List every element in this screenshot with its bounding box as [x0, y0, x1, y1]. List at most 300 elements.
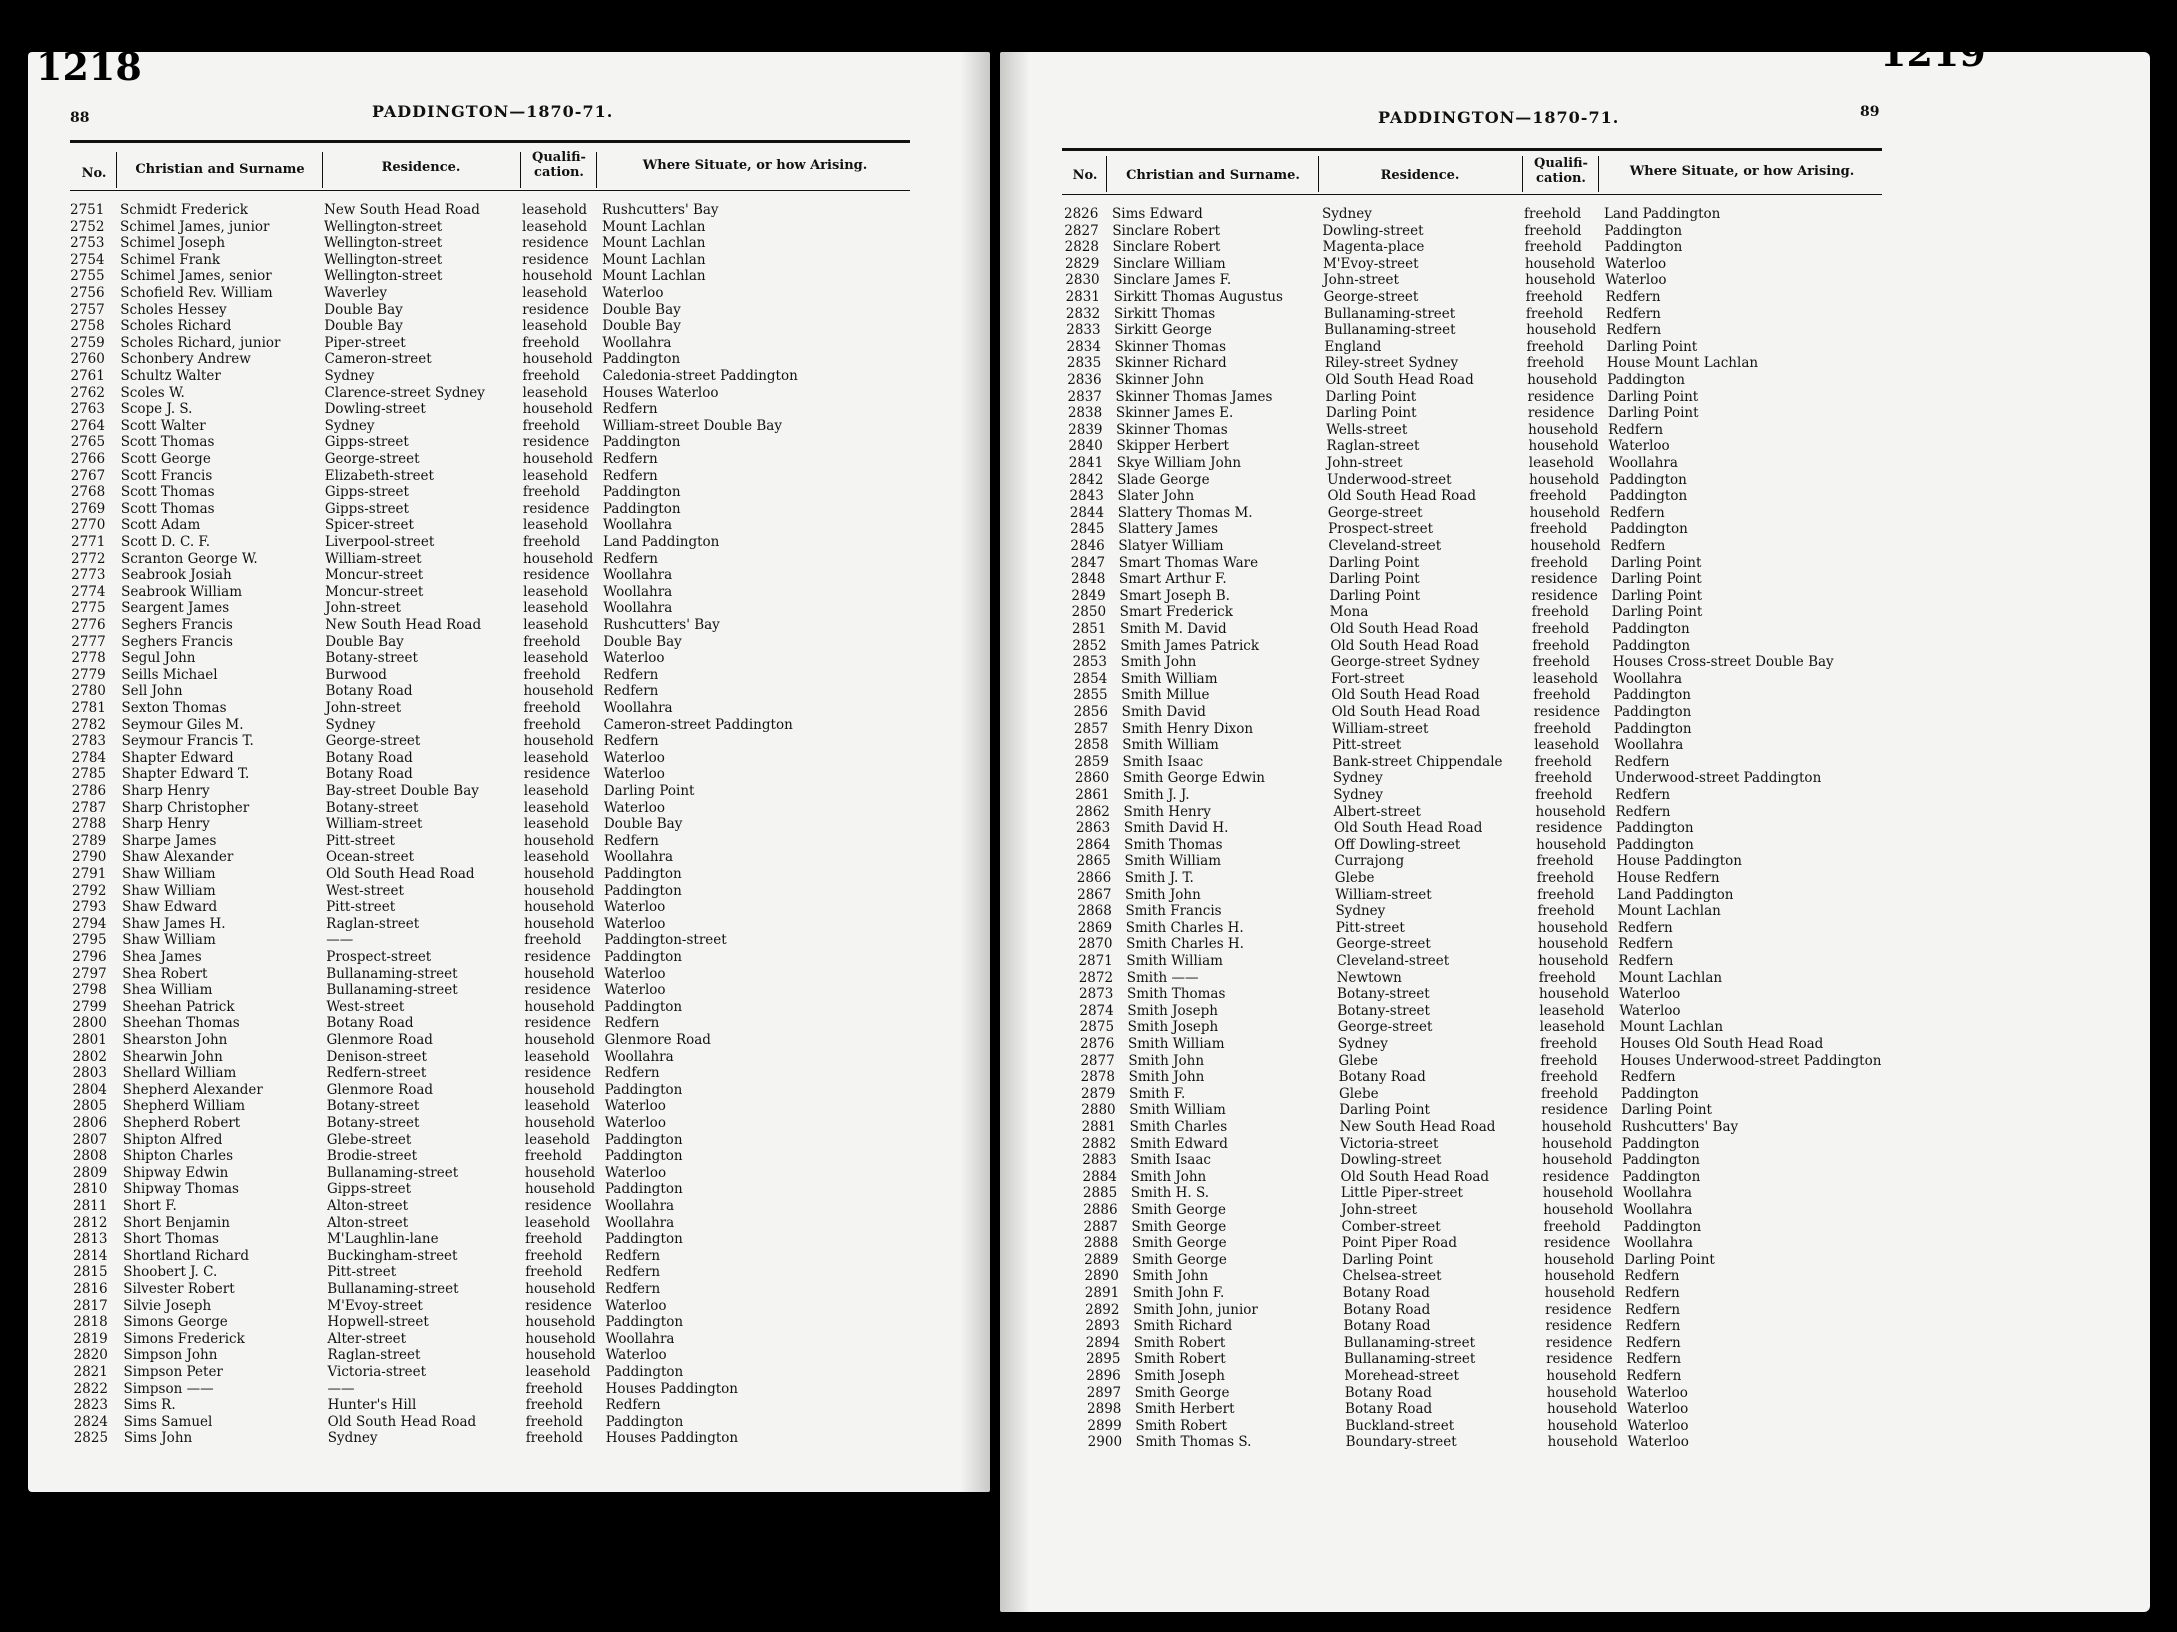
voter-name: Sharpe James [121, 832, 217, 849]
voter-name: Sharp Henry [121, 816, 210, 833]
entry-number: 2846 [1070, 538, 1105, 554]
voter-name: Simons George [123, 1314, 228, 1331]
where-situate: Mount Lachlan [602, 235, 706, 252]
qualification: residence [522, 251, 589, 268]
where-situate: Woollahra [1623, 1202, 1693, 1218]
voter-name: Smith Charles [1129, 1119, 1228, 1135]
right-page [1000, 52, 2150, 1612]
register-row [1000, 571, 2150, 587]
qualification: household [524, 1181, 596, 1198]
qualification: residence [522, 301, 589, 318]
qualification: residence [1545, 1318, 1613, 1335]
register-row [1000, 1086, 2150, 1102]
voter-name: Shea James [122, 949, 202, 965]
qualification: leasehold [523, 650, 589, 667]
residence: Hunter's Hill [327, 1397, 417, 1414]
residence: Dowling-street [1322, 222, 1424, 239]
entry-number: 2879 [1080, 1085, 1116, 1102]
voter-name: Shaw James H. [122, 915, 226, 932]
voter-name: Smith Charles H. [1126, 936, 1244, 953]
residence: William-street [1331, 720, 1429, 737]
entry-number: 2900 [1087, 1434, 1123, 1451]
residence: George-street [1323, 289, 1419, 305]
register-row [28, 783, 990, 799]
qualification: freehold [523, 716, 581, 733]
qualification: household [1546, 1384, 1617, 1401]
voter-name: Seargent James [121, 600, 230, 617]
register-row [1000, 1053, 2150, 1069]
entry-number: 2754 [70, 251, 105, 268]
register-row [1000, 1003, 2150, 1019]
register-row [28, 1231, 990, 1247]
entry-number: 2781 [71, 700, 106, 716]
entry-number: 2751 [70, 202, 105, 218]
qualification: household [1547, 1401, 1618, 1418]
qualification: household [522, 451, 593, 467]
qualification: household [1528, 421, 1599, 438]
entry-number: 2883 [1082, 1152, 1117, 1169]
voter-name: Smith John [1130, 1168, 1207, 1185]
entry-number: 2834 [1066, 338, 1101, 355]
entry-number: 2753 [70, 235, 105, 252]
residence: Botany-street [1337, 1002, 1430, 1019]
qualification: freehold [1524, 239, 1582, 256]
where-situate: Woollahra [1608, 455, 1678, 471]
qualification: freehold [522, 368, 580, 384]
where-situate: Waterloo [1605, 272, 1667, 289]
qualification: household [1541, 1135, 1613, 1152]
voter-name: Shaw William [122, 882, 216, 899]
voter-name: Shearston John [122, 1032, 228, 1048]
residence: Darling Point [1325, 388, 1417, 405]
voter-name: Short Benjamin [123, 1214, 230, 1231]
residence: Botany Road [1342, 1285, 1430, 1301]
where-situate: Woollahra [603, 583, 673, 600]
where-situate: Waterloo [604, 965, 666, 982]
entry-number: 2800 [72, 1015, 107, 1032]
where-situate: Paddington [1607, 372, 1685, 388]
residence: Botany-street [326, 1098, 420, 1115]
where-situate: Woollahra [603, 567, 673, 584]
register-row [28, 202, 990, 218]
where-situate: Redfern [603, 683, 659, 700]
where-situate: Paddington [605, 1364, 684, 1380]
entry-number: 2888 [1083, 1235, 1119, 1252]
where-situate: Double Bay [602, 301, 681, 318]
residence: Sydney [327, 1430, 378, 1447]
entry-number: 2863 [1075, 820, 1111, 837]
where-situate: Waterloo [604, 1098, 666, 1115]
residence: George-street [1327, 504, 1423, 521]
residence: Old South Head Road [1327, 488, 1476, 505]
where-situate: Land Paddington [603, 534, 720, 550]
entry-number: 2769 [70, 500, 106, 517]
qualification: freehold [1537, 903, 1595, 920]
qualification: leasehold [523, 600, 589, 617]
entry-number: 2837 [1067, 388, 1102, 405]
residence: Prospect-street [326, 949, 432, 965]
voter-name: Sexton Thomas [121, 700, 227, 716]
entry-number: 2760 [70, 351, 105, 368]
entry-number: 2866 [1076, 870, 1112, 886]
where-situate: Land Paddington [1604, 206, 1721, 222]
qualification: household [1544, 1268, 1615, 1285]
voter-name: Simpson John [123, 1347, 218, 1364]
qualification: household [524, 998, 595, 1015]
qualification: freehold [1525, 305, 1584, 322]
residence: Sydney [1335, 903, 1386, 920]
residence: William-street [1335, 886, 1432, 903]
qualification: freehold [1540, 1052, 1598, 1069]
residence: Pitt-street [1335, 919, 1405, 936]
voter-name: Smith Joseph [1134, 1368, 1225, 1384]
qualification: household [1538, 936, 1609, 953]
residence: Raglan-street [1326, 438, 1420, 455]
voter-name: Shapter Edward [121, 749, 234, 766]
register-row [28, 717, 990, 733]
qualification: residence [525, 1198, 592, 1214]
register-row [1000, 853, 2150, 869]
voter-name: Smith William [1128, 1036, 1225, 1052]
voter-name: Simpson Peter [123, 1364, 223, 1380]
qualification: household [523, 733, 594, 750]
entry-number: 2785 [71, 766, 107, 783]
voter-name: Smith Charles H. [1125, 919, 1244, 936]
where-situate: Paddington [604, 882, 682, 899]
entry-number: 2776 [71, 617, 106, 633]
register-row [28, 833, 990, 849]
qualification: freehold [523, 700, 581, 716]
register-row [28, 1298, 990, 1314]
register-row [28, 1049, 990, 1065]
residence: Buckingham-street [327, 1247, 458, 1264]
register-row [28, 1364, 990, 1380]
entry-number: 2793 [72, 899, 107, 916]
register-row [28, 219, 990, 235]
where-situate: Waterloo [604, 1164, 667, 1181]
voter-name: Sinclare James F. [1113, 272, 1232, 289]
qualification: household [525, 1281, 596, 1297]
register-row [28, 351, 990, 367]
where-situate: Mount Lachlan [1618, 969, 1723, 986]
entry-number: 2886 [1083, 1202, 1118, 1218]
voter-name: Smith Edward [1129, 1135, 1228, 1152]
entry-number: 2841 [1068, 455, 1104, 471]
where-situate: Redfern [1625, 1301, 1681, 1318]
voter-name: Shoobert J. C. [123, 1264, 218, 1281]
entry-number: 2809 [72, 1164, 108, 1181]
entry-number: 2844 [1069, 504, 1105, 521]
entry-number: 2891 [1084, 1285, 1120, 1301]
voter-name: Scholes Richard [120, 318, 232, 335]
voter-name: Scranton George W. [121, 550, 258, 567]
residence: Hopwell-street [327, 1314, 429, 1331]
folio-number: 1219 [1880, 30, 1986, 75]
voter-name: Slatyer William [1118, 538, 1224, 554]
qualification: residence [523, 766, 591, 783]
where-situate: Redfern [605, 1264, 661, 1281]
where-situate: Waterloo [603, 799, 665, 816]
residence: Darling Point [1329, 571, 1420, 588]
residence: Glenmore Road [326, 1032, 433, 1048]
where-situate: Land Paddington [1617, 886, 1734, 903]
where-situate: Glenmore Road [604, 1032, 711, 1048]
residence: Pitt-street [325, 832, 395, 849]
where-situate: Woollahra [605, 1214, 675, 1231]
entry-number: 2767 [70, 467, 106, 484]
where-situate: Paddington [604, 1081, 683, 1098]
voter-name: Smith William [1129, 1102, 1226, 1119]
residence: Old South Head Road [326, 866, 475, 882]
residence: Off Dowling-street [1334, 836, 1461, 853]
qualification: household [524, 882, 595, 899]
register-row [28, 235, 990, 251]
register-row [1000, 920, 2150, 936]
where-situate: Darling Point [1621, 1102, 1712, 1119]
residence: Dowling-street [324, 401, 426, 418]
qualification: freehold [1530, 521, 1588, 538]
entry-number: 2755 [70, 268, 105, 285]
residence: Alton-street [327, 1198, 409, 1214]
qualification: household [525, 1347, 596, 1364]
qualification: residence [525, 1297, 592, 1314]
register-row [28, 1082, 990, 1098]
register-row [1000, 654, 2150, 670]
register-row [28, 1115, 990, 1131]
register-row [1000, 1434, 2150, 1450]
qualification: freehold [1530, 554, 1588, 571]
qualification: residence [524, 1065, 592, 1082]
where-situate: Woollahra [604, 1048, 674, 1065]
header-top-rule [70, 140, 910, 143]
where-situate: Cameron-street Paddington [603, 716, 793, 733]
qualification: residence [1546, 1351, 1613, 1368]
register-row [28, 966, 990, 982]
qualification: freehold [522, 484, 581, 501]
entry-number: 2814 [73, 1247, 108, 1264]
entry-number: 2752 [70, 218, 105, 235]
qualification: household [525, 1314, 596, 1331]
voter-name: Smart Frederick [1119, 604, 1233, 621]
qualification: freehold [1531, 604, 1589, 621]
where-situate: Waterloo [1627, 1434, 1689, 1451]
qualification: household [1530, 538, 1601, 554]
entry-number: 2766 [70, 451, 106, 467]
voter-name: Smith William [1124, 853, 1222, 870]
where-situate: Woollahra [605, 1198, 675, 1214]
entry-number: 2791 [72, 866, 107, 882]
where-situate: Darling Point [603, 783, 695, 799]
register-row [1000, 206, 2150, 222]
voter-name: Shepherd William [122, 1098, 246, 1115]
residence: Dowling-street [1340, 1152, 1442, 1169]
where-situate: Redfern [604, 1065, 660, 1082]
register-row [28, 617, 990, 633]
entry-number: 2870 [1078, 936, 1113, 953]
where-situate: Redfern [1609, 504, 1665, 521]
register-row [1000, 555, 2150, 571]
where-situate: Redfern [1618, 936, 1674, 953]
where-situate: Waterloo [603, 766, 665, 783]
entry-number: 2826 [1064, 206, 1099, 222]
residence: Darling Point [1325, 405, 1417, 422]
voter-name: Smith Robert [1134, 1351, 1226, 1368]
register-row [1000, 1268, 2150, 1284]
entry-number: 2848 [1071, 571, 1106, 588]
where-situate: Paddington [605, 1314, 684, 1331]
voter-name: Sinclare Robert [1112, 239, 1221, 256]
where-situate: Rushcutters' Bay [602, 202, 719, 218]
voter-name: Sims John [123, 1430, 193, 1447]
voter-name: Shipton Alfred [122, 1131, 223, 1148]
register-row [1000, 1302, 2150, 1318]
register-row [28, 302, 990, 318]
qualification: household [1541, 1119, 1612, 1135]
residence: John-street [1341, 1202, 1417, 1218]
entry-number: 2833 [1066, 322, 1101, 339]
where-situate: Redfern [605, 1397, 661, 1414]
qualification: residence [524, 1015, 592, 1032]
entry-number: 2836 [1067, 372, 1102, 388]
entry-number: 2790 [71, 849, 107, 866]
qualification: freehold [1533, 687, 1591, 704]
voter-name: Seymour Francis T. [121, 733, 254, 750]
register-row [28, 866, 990, 882]
qualification: household [1538, 953, 1609, 969]
register-row [1000, 1136, 2150, 1152]
register-row [1000, 372, 2150, 388]
residence: Gipps-street [324, 500, 409, 517]
column-divider [1598, 156, 1599, 192]
residence: Bay-street Double Bay [325, 783, 479, 799]
where-situate: Redfern [1624, 1285, 1680, 1301]
qualification: leasehold [522, 517, 588, 534]
entry-number: 2818 [73, 1314, 108, 1331]
where-situate: Paddington [1613, 704, 1692, 720]
residence: Riley-street Sydney [1324, 355, 1459, 372]
where-situate: William-street Double Bay [602, 417, 782, 434]
where-situate: Darling Point [1607, 388, 1699, 405]
entry-number: 2884 [1082, 1168, 1117, 1185]
qualification: freehold [524, 932, 582, 949]
register-row [1000, 389, 2150, 405]
register-row [1000, 1385, 2150, 1401]
qualification: leasehold [524, 1131, 590, 1148]
entry-number: 2773 [71, 567, 106, 584]
voter-name: Schofield Rev. William [120, 285, 273, 301]
qualification: household [525, 1330, 596, 1347]
qualification: residence [1531, 571, 1598, 588]
residence: George-street [1336, 936, 1431, 953]
register-row [1000, 1219, 2150, 1235]
register-row [1000, 289, 2150, 305]
residence: Fort-street [1330, 670, 1405, 687]
register-row [1000, 488, 2150, 504]
column-divider [596, 152, 597, 188]
entry-number: 2765 [70, 434, 106, 451]
where-situate: Mount Lachlan [1619, 1019, 1724, 1036]
where-situate: Waterloo [602, 285, 664, 301]
residence: West-street [326, 998, 405, 1015]
register-row [1000, 1318, 2150, 1334]
where-situate: Double Bay [603, 816, 683, 833]
register-row [1000, 256, 2150, 272]
qualification: residence [524, 949, 591, 965]
where-situate: Paddington [1623, 1218, 1702, 1235]
residence: Chelsea-street [1342, 1268, 1442, 1285]
residence: Pitt-street [326, 899, 396, 916]
where-situate: Paddington [604, 1131, 683, 1148]
where-situate: Waterloo [604, 982, 666, 999]
residence: William-street [325, 550, 422, 567]
qualification: freehold [1525, 289, 1583, 305]
where-situate: Houses Waterloo [602, 384, 719, 401]
register-row [28, 1215, 990, 1231]
voter-name: Smith William [1120, 670, 1218, 687]
residence: Pitt-street [327, 1264, 397, 1281]
register-row [28, 816, 990, 832]
entry-number: 2761 [70, 368, 105, 384]
residence: Old South Head Road [1333, 820, 1483, 837]
entry-number: 2892 [1085, 1301, 1120, 1318]
voter-name: Smith Robert [1133, 1334, 1226, 1351]
voter-name: Shipway Thomas [122, 1181, 239, 1198]
entry-number: 2854 [1072, 670, 1108, 687]
register-row [1000, 986, 2150, 1002]
qualification: leasehold [523, 816, 589, 833]
where-situate: Woollahra [1623, 1235, 1693, 1252]
qualification: freehold [1529, 488, 1587, 505]
register-row [28, 584, 990, 600]
residence: John-street [325, 700, 402, 716]
residence: Botany Road [1344, 1384, 1432, 1401]
residence: John-street [1323, 272, 1399, 289]
entry-number: 2827 [1064, 222, 1099, 239]
register-row [28, 1165, 990, 1181]
header-bottom-rule [70, 190, 910, 191]
header-where: Where Situate, or how Arising. [642, 158, 868, 173]
where-situate: Paddington [1616, 836, 1694, 853]
qualification: freehold [1533, 720, 1592, 737]
register-row [28, 368, 990, 384]
entry-number: 2849 [1071, 587, 1106, 604]
residence: Clarence-street Sydney [324, 384, 485, 401]
residence: Prospect-street [1328, 521, 1434, 538]
register-row [1000, 1368, 2150, 1384]
column-divider [116, 152, 117, 188]
register-row [1000, 1351, 2150, 1367]
voter-name: Smith George [1131, 1218, 1227, 1235]
voter-name: Smith James Patrick [1120, 637, 1260, 654]
voter-name: Silvie Joseph [123, 1297, 212, 1314]
voter-name: Slattery Thomas M. [1117, 504, 1253, 521]
voter-name: Sirkitt Thomas [1113, 305, 1216, 322]
where-situate: Paddington [1620, 1085, 1699, 1102]
residence: New South Head Road [325, 617, 482, 633]
voter-name: Skinner John [1115, 372, 1204, 388]
qualification: residence [522, 500, 590, 517]
voter-name: Scott Adam [120, 517, 201, 534]
residence: Magenta-place [1322, 239, 1425, 256]
entry-number: 2852 [1072, 637, 1107, 654]
register-row [28, 1148, 990, 1164]
residence: —— [327, 1380, 355, 1397]
qualification: residence [522, 434, 590, 451]
qualification: freehold [1532, 621, 1590, 637]
entry-number: 2869 [1077, 919, 1113, 936]
voter-name: Scott Francis [120, 467, 213, 484]
register-row [28, 800, 990, 816]
